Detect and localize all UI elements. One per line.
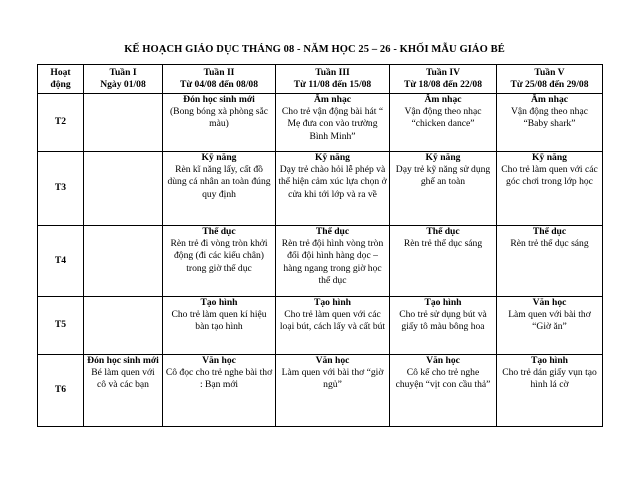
table-row-t6: [38, 355, 603, 427]
header-activity: Hoạt động: [38, 65, 84, 94]
activity-cell: [84, 94, 163, 152]
day-label: T3: [38, 152, 84, 226]
page-title: KẾ HOẠCH GIÁO DỤC THÁNG 08 - NĂM HỌC 25 – 26 - KHỐI MẪU GIÁO BÉ: [124, 44, 505, 55]
day-label: T5: [38, 297, 84, 355]
activity-cell: Âm nhạc Vận động theo nhạc “chicken dance”: [390, 94, 497, 152]
activity-cell: Thể dục Rèn trẻ đi vòng tròn khởi động (đi các kiểu chân) trong giờ thể dục: [163, 226, 276, 297]
table-row-t5: [38, 297, 603, 355]
activity-cell: Tạo hình Cho trẻ dán giấy vụn tạo hình lá cờ: [497, 355, 603, 427]
activity-cell: Kỹ năng Rèn kĩ năng lấy, cất đồ dùng cá nhân an toàn đúng quy định: [163, 152, 276, 226]
table-row-t2: [38, 94, 603, 152]
activity-cell: Văn học Làm quen với bài thơ “Giờ ăn”: [497, 297, 603, 355]
activity-cell: Tạo hình Cho trẻ làm quen với các loại bút, cách lấy và cất bút: [276, 297, 390, 355]
activity-cell: [84, 297, 163, 355]
header-week-1: Tuần I Ngày 01/08: [84, 65, 163, 94]
activity-cell: Âm nhạc Cho trẻ vận động bài hát “ Mẹ đưa con vào trường Bình Minh”: [276, 94, 390, 152]
day-label: T4: [38, 226, 84, 297]
activity-cell: Thể dục Rèn trẻ thể dục sáng: [497, 226, 603, 297]
header-week-2: Tuần II Từ 04/08 đến 08/08: [163, 65, 276, 94]
header-row: [38, 65, 603, 94]
table-row-t4: [38, 226, 603, 297]
activity-cell: Âm nhạc Vận động theo nhạc “Baby shark”: [497, 94, 603, 152]
table-row-t3: [38, 152, 603, 226]
activity-cell: Văn học Cô kể cho trẻ nghe chuyện “vịt con cầu thả”: [390, 355, 497, 427]
activity-cell: Văn học Làm quen với bài thơ “giờ ngủ”: [276, 355, 390, 427]
activity-cell: [84, 152, 163, 226]
header-week-3: Tuần III Từ 11/08 đến 15/08: [276, 65, 390, 94]
header-week-4: Tuần IV Từ 18/08 đến 22/08: [390, 65, 497, 94]
day-label: T2: [38, 94, 84, 152]
activity-cell: Thể dục Rèn trẻ thể dục sáng: [390, 226, 497, 297]
activity-cell: Thể dục Rèn trẻ đội hình vòng tròn đổi đội hình hàng dọc – hàng ngang trong giờ học thể dục: [276, 226, 390, 297]
activity-cell: Kỹ năng Dạy trẻ kỹ năng sử dụng ghế an toàn: [390, 152, 497, 226]
activity-cell: Đón học sinh mới (Bong bóng xà phòng sắc màu): [163, 94, 276, 152]
activity-cell: Tạo hình Cho trẻ làm quen kí hiệu bàn tạo hình: [163, 297, 276, 355]
activity-cell: Kỹ năng Cho trẻ làm quen với các góc chơi trong lớp học: [497, 152, 603, 226]
activity-cell: [84, 226, 163, 297]
header-week-5: Tuần V Từ 25/08 đến 29/08: [497, 65, 603, 94]
activity-cell: Văn học Cô đọc cho trẻ nghe bài thơ : Bạn mới: [163, 355, 276, 427]
activity-cell: Kỹ năng Dạy trẻ chào hỏi lễ phép và thể hiện cảm xúc lựa chọn ở cửa khi tới lớp và ra về: [276, 152, 390, 226]
activity-cell: Tạo hình Cho trẻ sử dụng bút và giấy tô màu bông hoa: [390, 297, 497, 355]
day-label: T6: [38, 355, 84, 427]
activity-cell: Đón học sinh mới Bé làm quen với cô và các bạn: [84, 355, 163, 427]
plan-table: [37, 64, 603, 427]
